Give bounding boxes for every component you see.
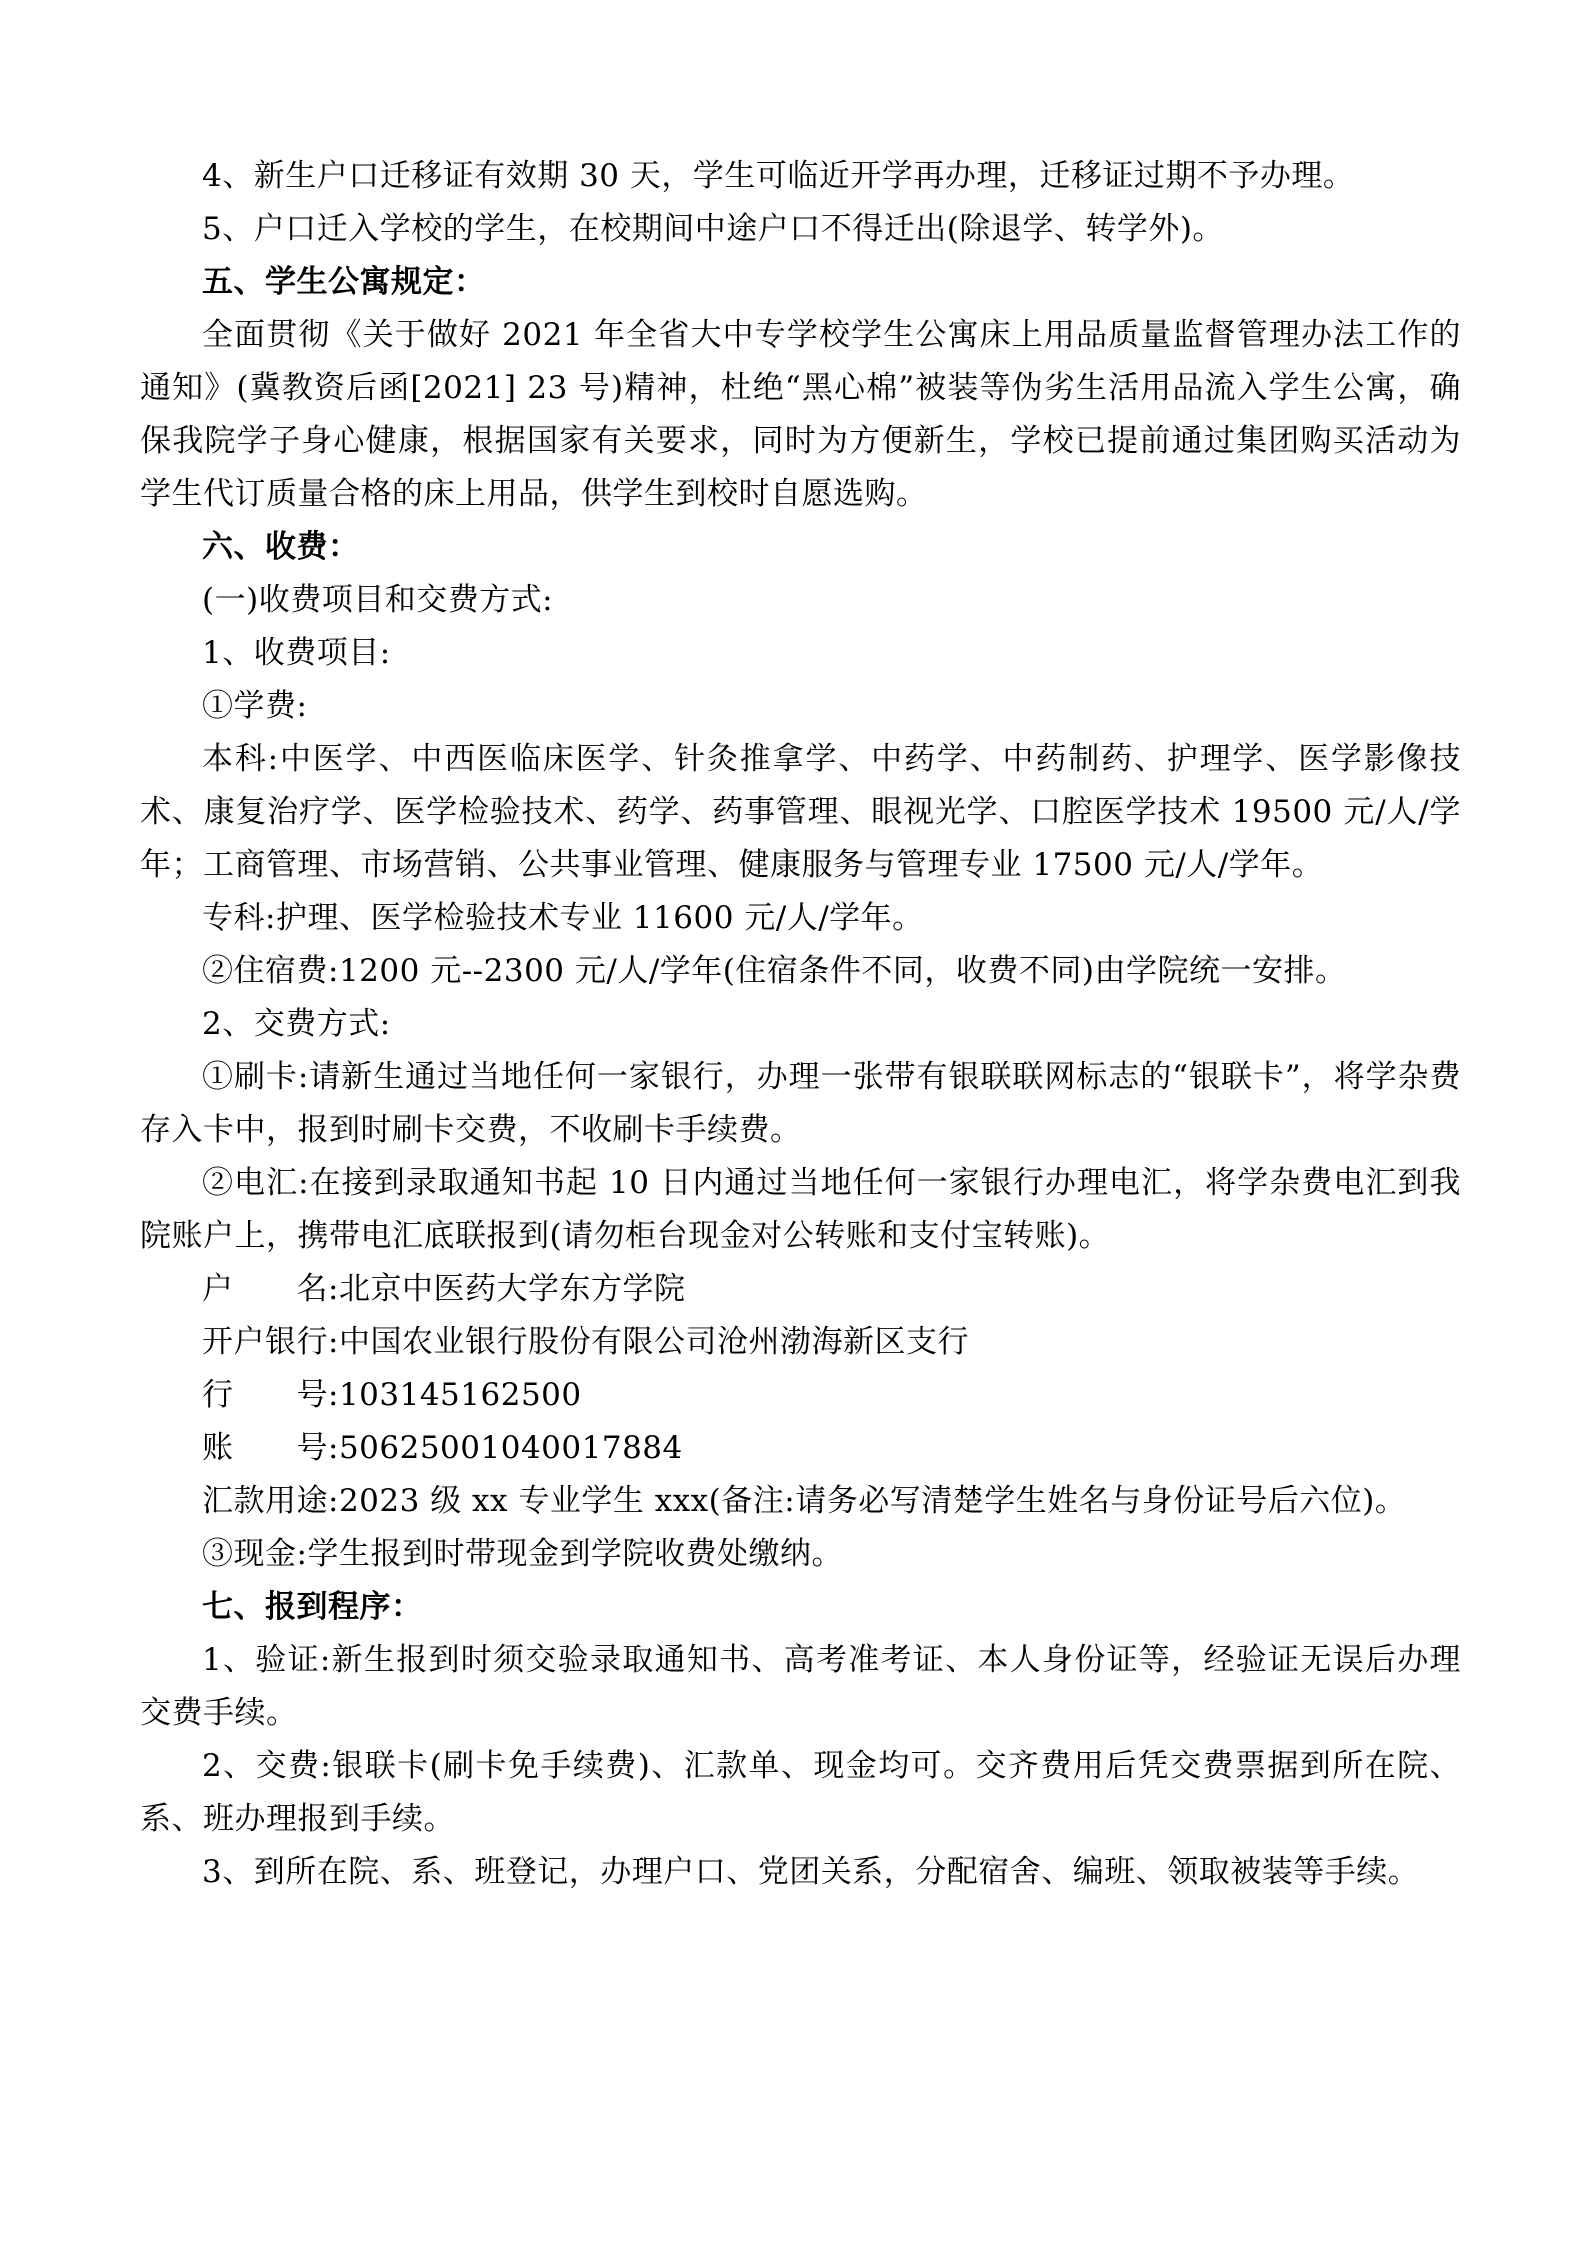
document-body [140, 150, 1461, 1899]
paragraph-bank-name: 开户银行:中国农业银行股份有限公司沧州渤海新区支行 [202, 1324, 969, 1360]
paragraph-household-item5: 5、户口迁入学校的学生，在校期间中途户口不得迁出(除退学、转学外)。 [202, 211, 1224, 247]
paragraph-registration-pay: 2、交费:银联卡(刷卡免手续费)、汇款单、现金均可。交齐费用后凭交费票据到所在院、系、班办理报到手续。 [140, 1748, 1461, 1837]
paragraph-tuition-undergrad: 本科:中医学、中西医临床医学、针灸推拿学、中药学、中药制药、护理学、医学影像技术、康复治疗学、医学检验技术、药学、药事管理、眼视光学、口腔医学技术 19500 元/人/学年；工商管理、市场营销、公共事业管理、健康服务与管理专业 17500 元/人/学年。 [140, 741, 1461, 883]
section-heading-fees: 六、收费： [202, 529, 360, 565]
paragraph-accommodation-fee: ②住宿费:1200 元--2300 元/人/学年(住宿条件不同，收费不同)由学院统一安排。 [202, 953, 1347, 989]
paragraph-tuition-college: 专科:护理、医学检验技术专业 11600 元/人/学年。 [202, 900, 924, 936]
paragraph-remittance-note: 汇款用途:2023 级 xx 专业学生 xxx(备注:请务必写清楚学生姓名与身份证号后六位)。 [202, 1483, 1407, 1519]
paragraph-account-name: 户 名:北京中医药大学东方学院 [202, 1271, 686, 1307]
paragraph-payment-cash: ③现金:学生报到时带现金到学院收费处缴纳。 [202, 1536, 843, 1572]
paragraph-account-number: 账 号:50625001040017884 [202, 1430, 683, 1466]
section-heading-registration: 七、报到程序： [202, 1589, 423, 1625]
section-heading-dormitory-rules: 五、学生公寓规定： [202, 264, 486, 300]
paragraph-fee-items: 1、收费项目: [202, 635, 391, 671]
paragraph-payment-methods: 2、交费方式: [202, 1006, 391, 1042]
paragraph-payment-wire: ②电汇:在接到录取通知书起 10 日内通过当地任何一家银行办理电汇，将学杂费电汇到我院账户上，携带电汇底联报到(请勿柜台现金对公转账和支付宝转账)。 [140, 1165, 1461, 1254]
paragraph-registration-verify: 1、验证:新生报到时须交验录取通知书、高考准考证、本人身份证等，经验证无误后办理交费手续。 [140, 1642, 1461, 1731]
paragraph-tuition-label: ①学费: [202, 688, 308, 724]
paragraph-fee-items-title: (一)收费项目和交费方式: [202, 582, 554, 618]
paragraph-dormitory-policy: 全面贯彻《关于做好 2021 年全省大中专学校学生公寓床上用品质量监督管理办法工作的通知》(冀教资后函[2021] 23 号)精神，杜绝“黑心棉”被装等伪劣生活用品流入学生公寓，确保我院学子身心健康，根据国家有关要求，同时为方便新生，学校已提前通过集团购买活动为学生代订质量合格的床上用品，供学生到校时自愿选购。 [140, 317, 1461, 512]
paragraph-registration-checkin: 3、到所在院、系、班登记，办理户口、党团关系，分配宿舍、编班、领取被装等手续。 [202, 1854, 1420, 1890]
paragraph-bank-number: 行 号:103145162500 [202, 1377, 582, 1413]
paragraph-payment-card: ①刷卡:请新生通过当地任何一家银行，办理一张带有银联联网标志的“银联卡”，将学杂费存入卡中，报到时刷卡交费，不收刷卡手续费。 [140, 1059, 1461, 1148]
paragraph-household-item4: 4、新生户口迁移证有效期 30 天，学生可临近开学再办理，迁移证过期不予办理。 [202, 158, 1355, 194]
